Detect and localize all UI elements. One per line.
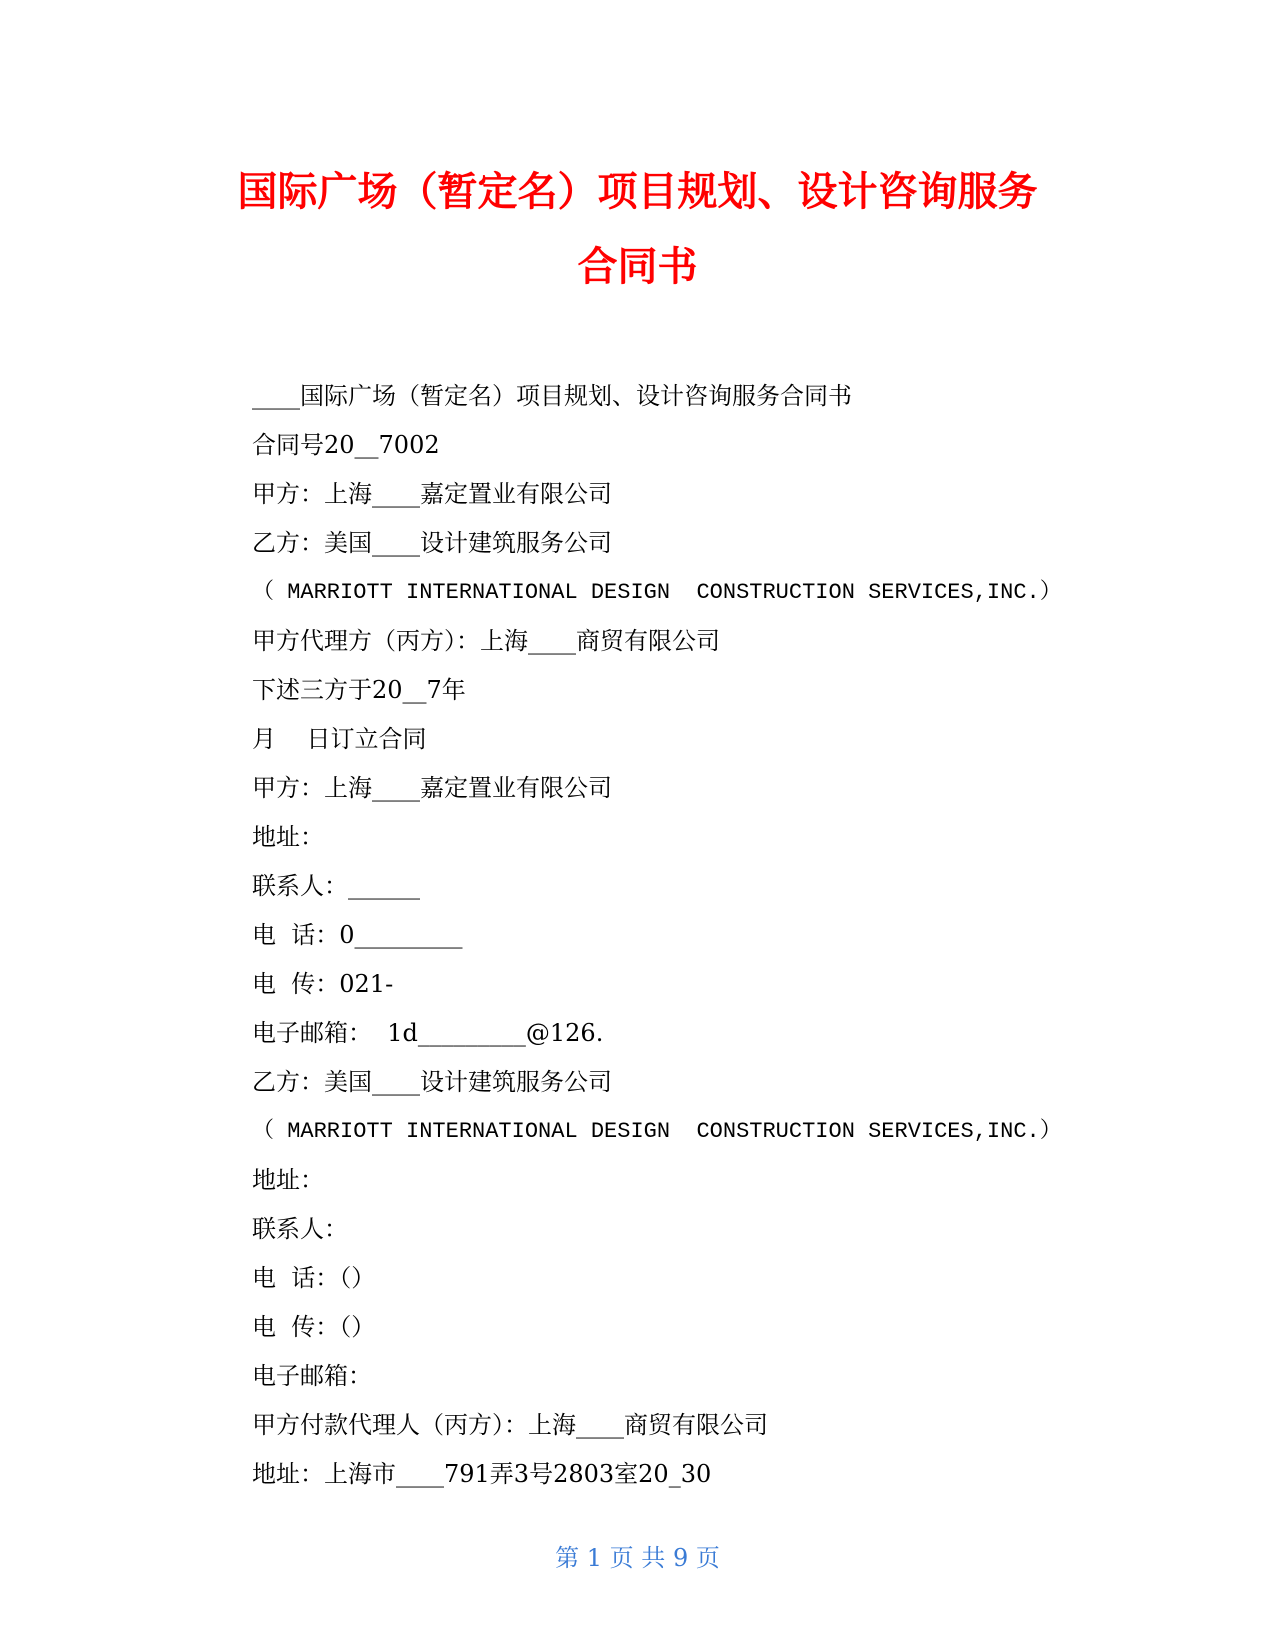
body-line-15: 乙方：美国____设计建筑服务公司	[252, 1068, 612, 1096]
body-line-7: 下述三方于20__7年	[252, 676, 466, 704]
body-line-13: 电 传：021-	[252, 970, 394, 998]
body-line-23: 地址：上海市____791弄3号2803室20_30	[252, 1460, 712, 1488]
body-line-21: 电子邮箱：	[252, 1362, 372, 1390]
body-line-20: 电 传：（）	[252, 1313, 376, 1341]
body-line-11: 联系人：______	[252, 872, 420, 900]
page-number-footer: 第 1 页 共 9 页	[555, 1544, 720, 1572]
body-line-3: 甲方：上海____嘉定置业有限公司	[252, 480, 612, 508]
document-body	[252, 372, 1152, 1499]
body-line-6: 甲方代理方（丙方）：上海____商贸有限公司	[252, 627, 720, 655]
body-line-5: （ MARRIOTT INTERNATIONAL DESIGN CONSTRUCTION SERVICES,INC.）	[252, 580, 1062, 605]
document-title-line-1: 国际广场（暂定名）项目规划、设计咨询服务	[237, 169, 1038, 215]
body-line-1: ____国际广场（暂定名）项目规划、设计咨询服务合同书	[252, 382, 852, 410]
body-line-17: 地址：	[252, 1166, 324, 1194]
body-line-4: 乙方：美国____设计建筑服务公司	[252, 529, 612, 557]
body-line-8: 月 日订立合同	[252, 725, 427, 753]
body-line-10: 地址：	[252, 823, 324, 851]
body-line-9: 甲方：上海____嘉定置业有限公司	[252, 774, 612, 802]
body-line-14: 电子邮箱： 1d_________@126.	[252, 1019, 604, 1047]
body-line-16: （ MARRIOTT INTERNATIONAL DESIGN CONSTRUCTION SERVICES,INC.）	[252, 1119, 1062, 1144]
body-line-18: 联系人：	[252, 1215, 348, 1243]
body-line-12: 电 话：0_________	[252, 921, 463, 949]
body-line-2: 合同号20__7002	[252, 431, 440, 459]
body-line-22: 甲方付款代理人（丙方）：上海____商贸有限公司	[252, 1411, 768, 1439]
document-title-line-2: 合同书	[577, 244, 698, 290]
body-line-19: 电 话：（）	[252, 1264, 376, 1292]
